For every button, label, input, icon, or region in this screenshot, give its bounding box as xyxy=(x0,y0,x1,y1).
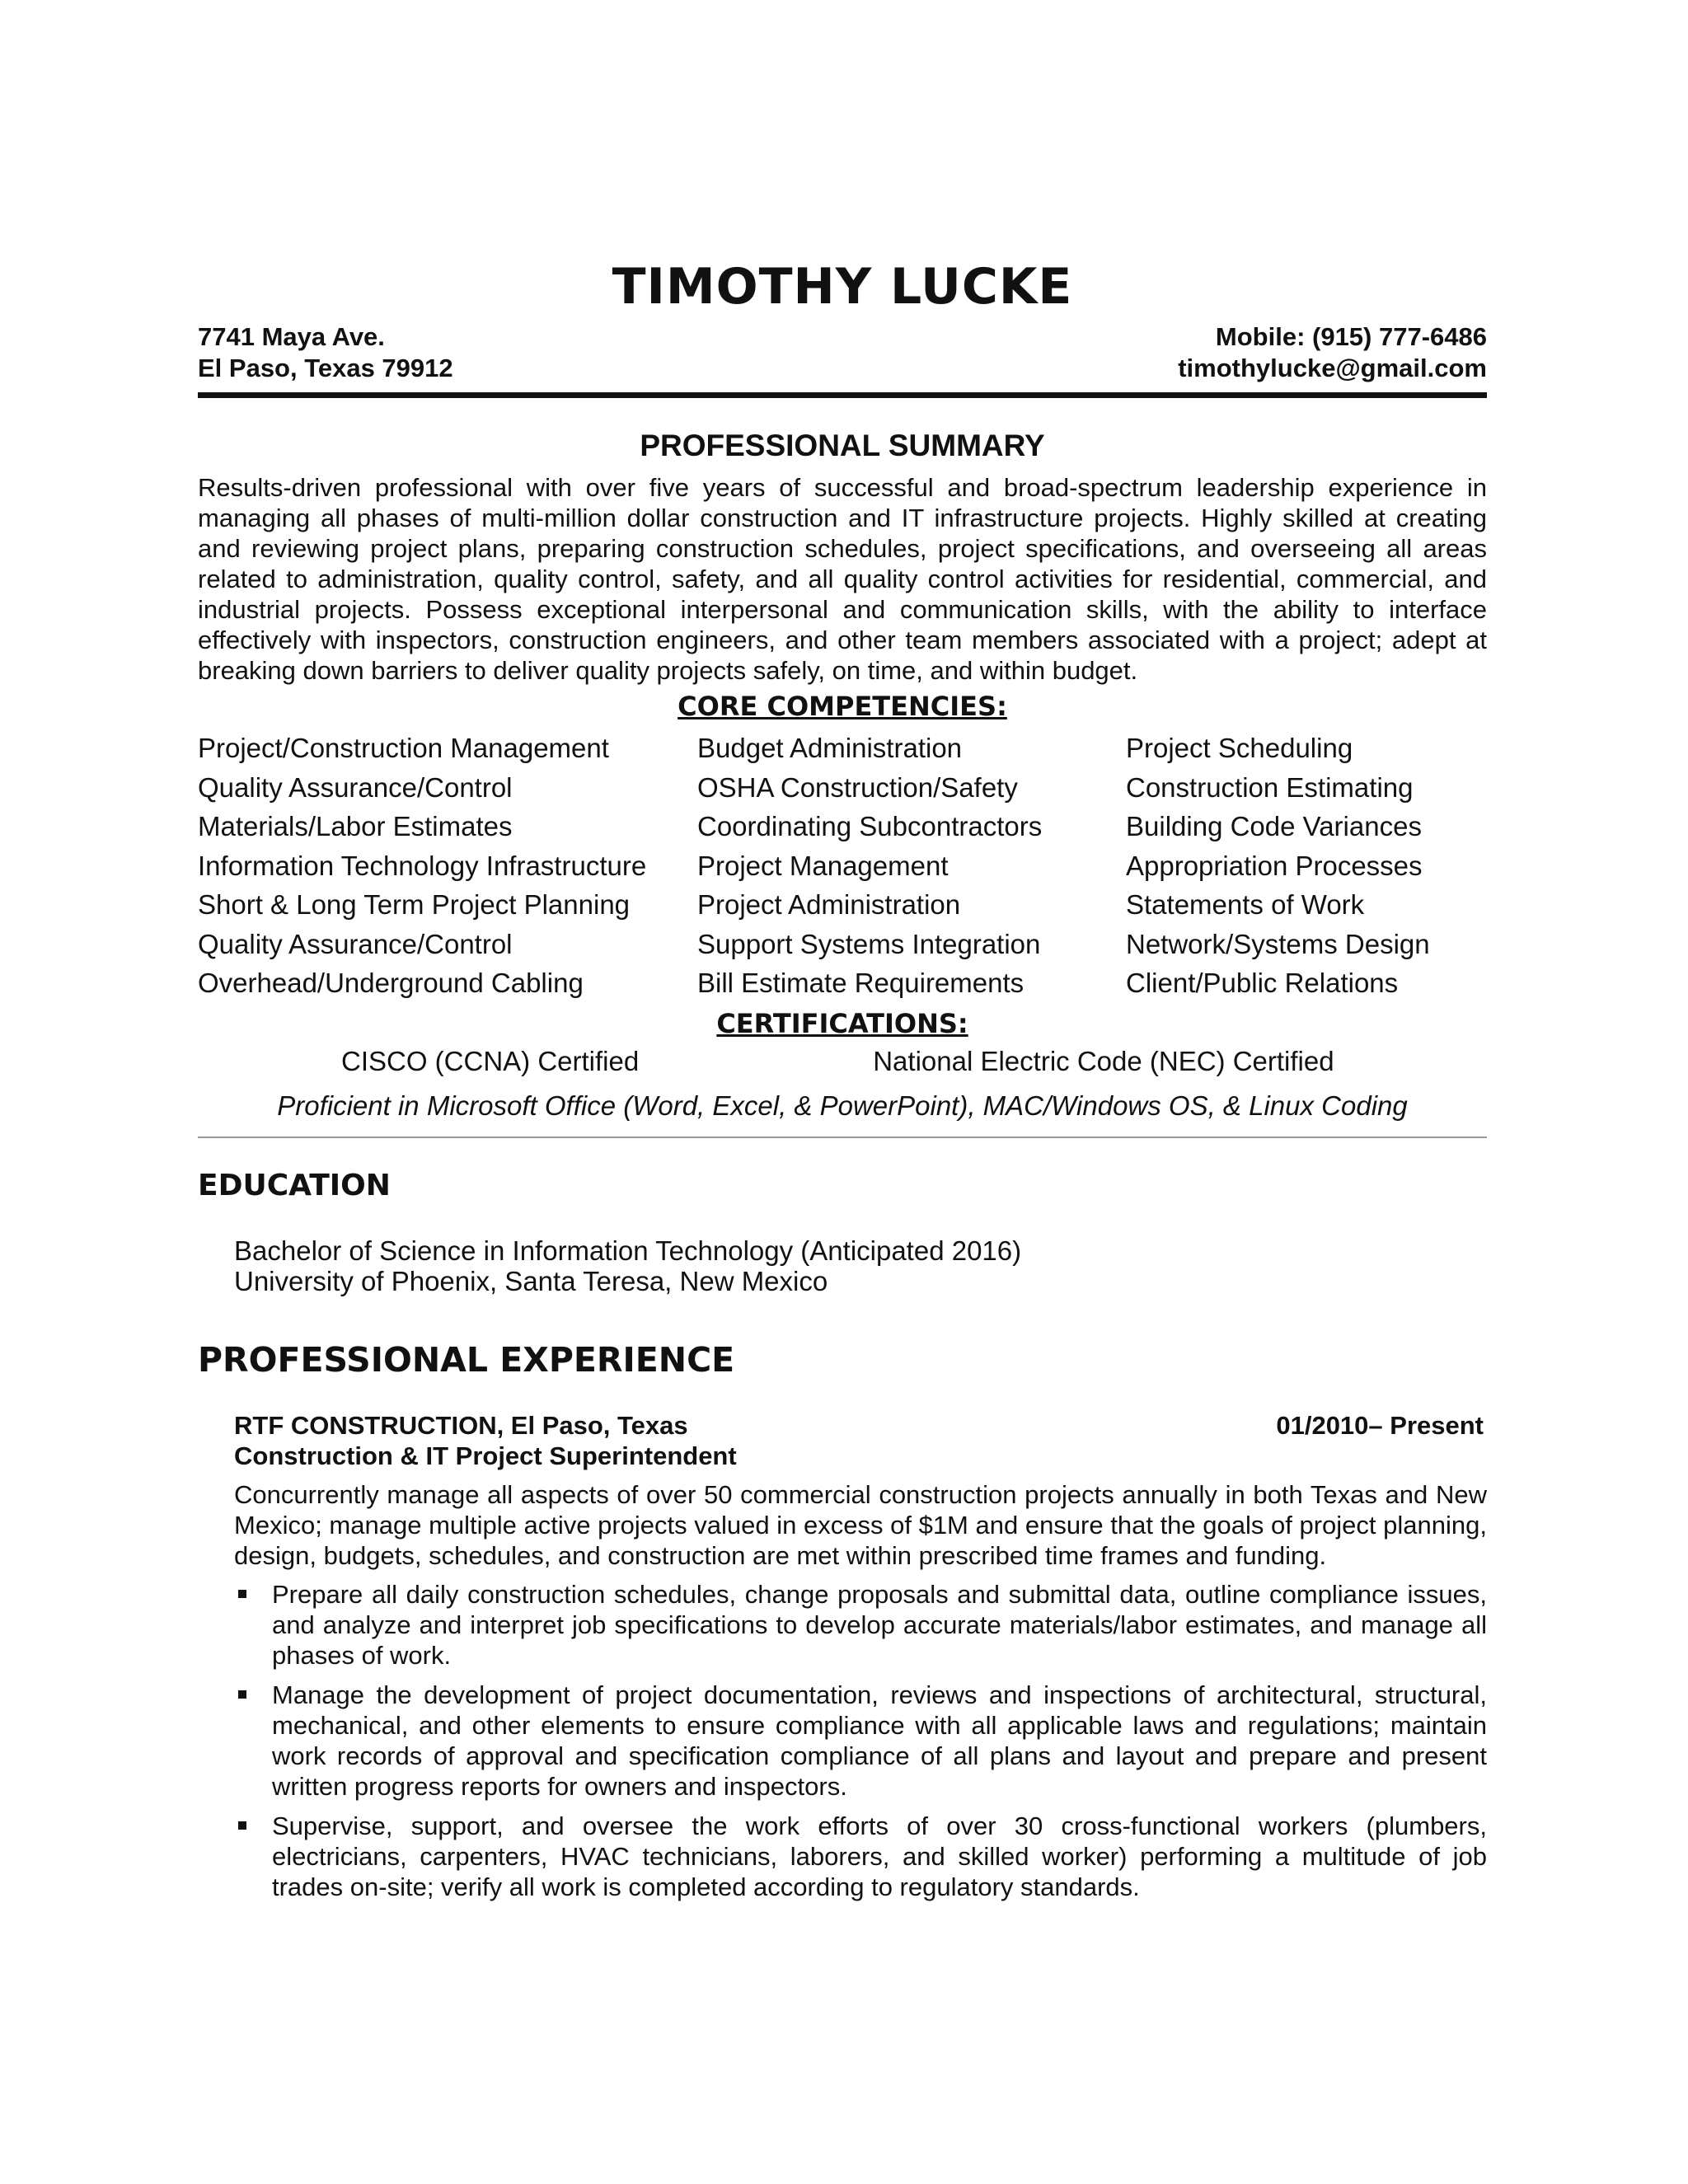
section-divider xyxy=(198,1137,1487,1138)
square-bullet-icon xyxy=(238,1590,246,1598)
email-address[interactable]: timothylucke@gmail.com xyxy=(1178,354,1487,382)
experience-heading: PROFESSIONAL EXPERIENCE xyxy=(198,1339,735,1380)
software-proficiency: Proficient in Microsoft Office (Word, Excel, & PowerPoint), MAC/Windows OS, & Linux Coding xyxy=(277,1090,1408,1121)
competency-item: Budget Administration xyxy=(697,733,963,763)
address-line2: El Paso, Texas 79912 xyxy=(198,354,453,382)
competency-item: Bill Estimate Requirements xyxy=(697,968,1025,998)
degree: Bachelor of Science in Information Technology (Anticipated 2016) xyxy=(234,1235,1022,1266)
job-header xyxy=(234,1410,1487,1441)
competency-item: Construction Estimating xyxy=(1126,771,1414,803)
job-duty-text: Manage the development of project documentation, reviews and inspections of architectural, structural, mechanical, and other elements to ensure compliance with all applicable laws and regulations; maintain work records of approval and specification compliance of all plans and layout and prepare and present written progress reports for owners and inspectors. xyxy=(272,1680,1487,1801)
job-title: Construction & IT Project Superintendent xyxy=(234,1441,737,1470)
competency-item: Support Systems Integration xyxy=(697,928,1041,959)
competency-item: Project Scheduling xyxy=(1126,733,1353,763)
job-duty-item xyxy=(234,1579,1487,1671)
job-description: Concurrently manage all aspects of over 50 commercial construction projects annually in both Texas and New Mexico; manage multiple active projects valued in excess of $1M and ensure that the goals of project planning, design, budgets, schedules, and construction are met within prescribed time frames and funding. xyxy=(234,1479,1487,1570)
address-block xyxy=(198,321,453,384)
job-duties-list xyxy=(234,1579,1487,1902)
competency-item: Quality Assurance/Control xyxy=(198,771,513,803)
competency-item: Materials/Labor Estimates xyxy=(198,811,513,841)
contact-block xyxy=(198,321,1487,384)
competency-item: Project Management xyxy=(697,850,949,881)
competency-item: Project/Construction Management xyxy=(198,733,609,763)
summary-heading: PROFESSIONAL SUMMARY xyxy=(640,429,1045,462)
competency-item: Coordinating Subcontractors xyxy=(697,811,1043,841)
job-duty-text: Supervise, support, and oversee the work efforts of over 30 cross-functional workers (plumbers, electricians, carpenters, HVAC technicians, laborers, and skilled worker) performing a multitude of job trades on-site; verify all work is completed according to regulatory standards. xyxy=(272,1811,1487,1901)
competency-item: Appropriation Processes xyxy=(1126,850,1423,881)
certification-item: National Electric Code (NEC) Certified xyxy=(873,1045,1334,1076)
address-line1: 7741 Maya Ave. xyxy=(198,322,385,351)
job-dates: 01/2010– Present xyxy=(1276,1410,1484,1440)
job-entry xyxy=(234,1410,1487,1902)
competency-item: OSHA Construction/Safety xyxy=(697,771,1018,803)
competency-item: Network/Systems Design xyxy=(1126,928,1430,959)
competency-item: Statements of Work xyxy=(1126,889,1365,920)
job-company: RTF CONSTRUCTION, El Paso, Texas xyxy=(234,1410,688,1440)
phone-email-block xyxy=(1178,321,1487,384)
education-entry xyxy=(234,1235,1487,1296)
summary-text: Results-driven professional with over five years of successful and broad-spectrum leadership experience in managing all phases of multi-million dollar construction and IT infrastructure projects. Highly skilled at creating and reviewing project plans, preparing construction schedules, project specifications, and overseeing all areas related to administration, quality control, safety, and all quality control activities for residential, commercial, and industrial projects. Possess exceptional interpersonal and communication skills, with the ability to interface effectively with inspectors, construction engineers, and other team members associated with a project; adept at breaking down barriers to deliver quality projects safely, on time, and within budget. xyxy=(198,473,1487,685)
certification-item: CISCO (CCNA) Certified xyxy=(341,1045,640,1076)
header-divider xyxy=(198,392,1487,398)
job-duty-item xyxy=(234,1811,1487,1902)
square-bullet-icon xyxy=(238,1690,246,1699)
candidate-name: TIMOTHY LUCKE xyxy=(612,258,1073,316)
job-duty-item xyxy=(234,1680,1487,1802)
competencies-heading: CORE COMPETENCIES: xyxy=(678,691,1007,722)
job-duty-text: Prepare all daily construction schedules, change proposals and submittal data, outline compliance issues, and analyze and interpret job specifications to develop accurate materials/labor estimates, and manage all phases of work. xyxy=(272,1579,1487,1670)
competency-item: Project Administration xyxy=(697,889,961,920)
competency-item: Building Code Variances xyxy=(1126,811,1422,841)
competency-item: Overhead/Underground Cabling xyxy=(198,968,584,998)
mobile-number: Mobile: (915) 777-6486 xyxy=(1215,322,1487,351)
competency-item: Short & Long Term Project Planning xyxy=(198,889,631,920)
competency-item: Information Technology Infrastructure xyxy=(198,850,647,881)
competency-item: Client/Public Relations xyxy=(1126,968,1399,998)
certifications-heading: CERTIFICATIONS: xyxy=(716,1007,968,1039)
competencies-grid xyxy=(198,729,1487,1003)
certifications-row xyxy=(198,1043,1487,1080)
square-bullet-icon xyxy=(238,1821,246,1830)
school: University of Phoenix, Santa Teresa, New Mexico xyxy=(234,1265,828,1296)
resume-content xyxy=(198,257,1487,1911)
competency-item: Quality Assurance/Control xyxy=(198,928,513,959)
education-heading: EDUCATION xyxy=(198,1168,391,1202)
